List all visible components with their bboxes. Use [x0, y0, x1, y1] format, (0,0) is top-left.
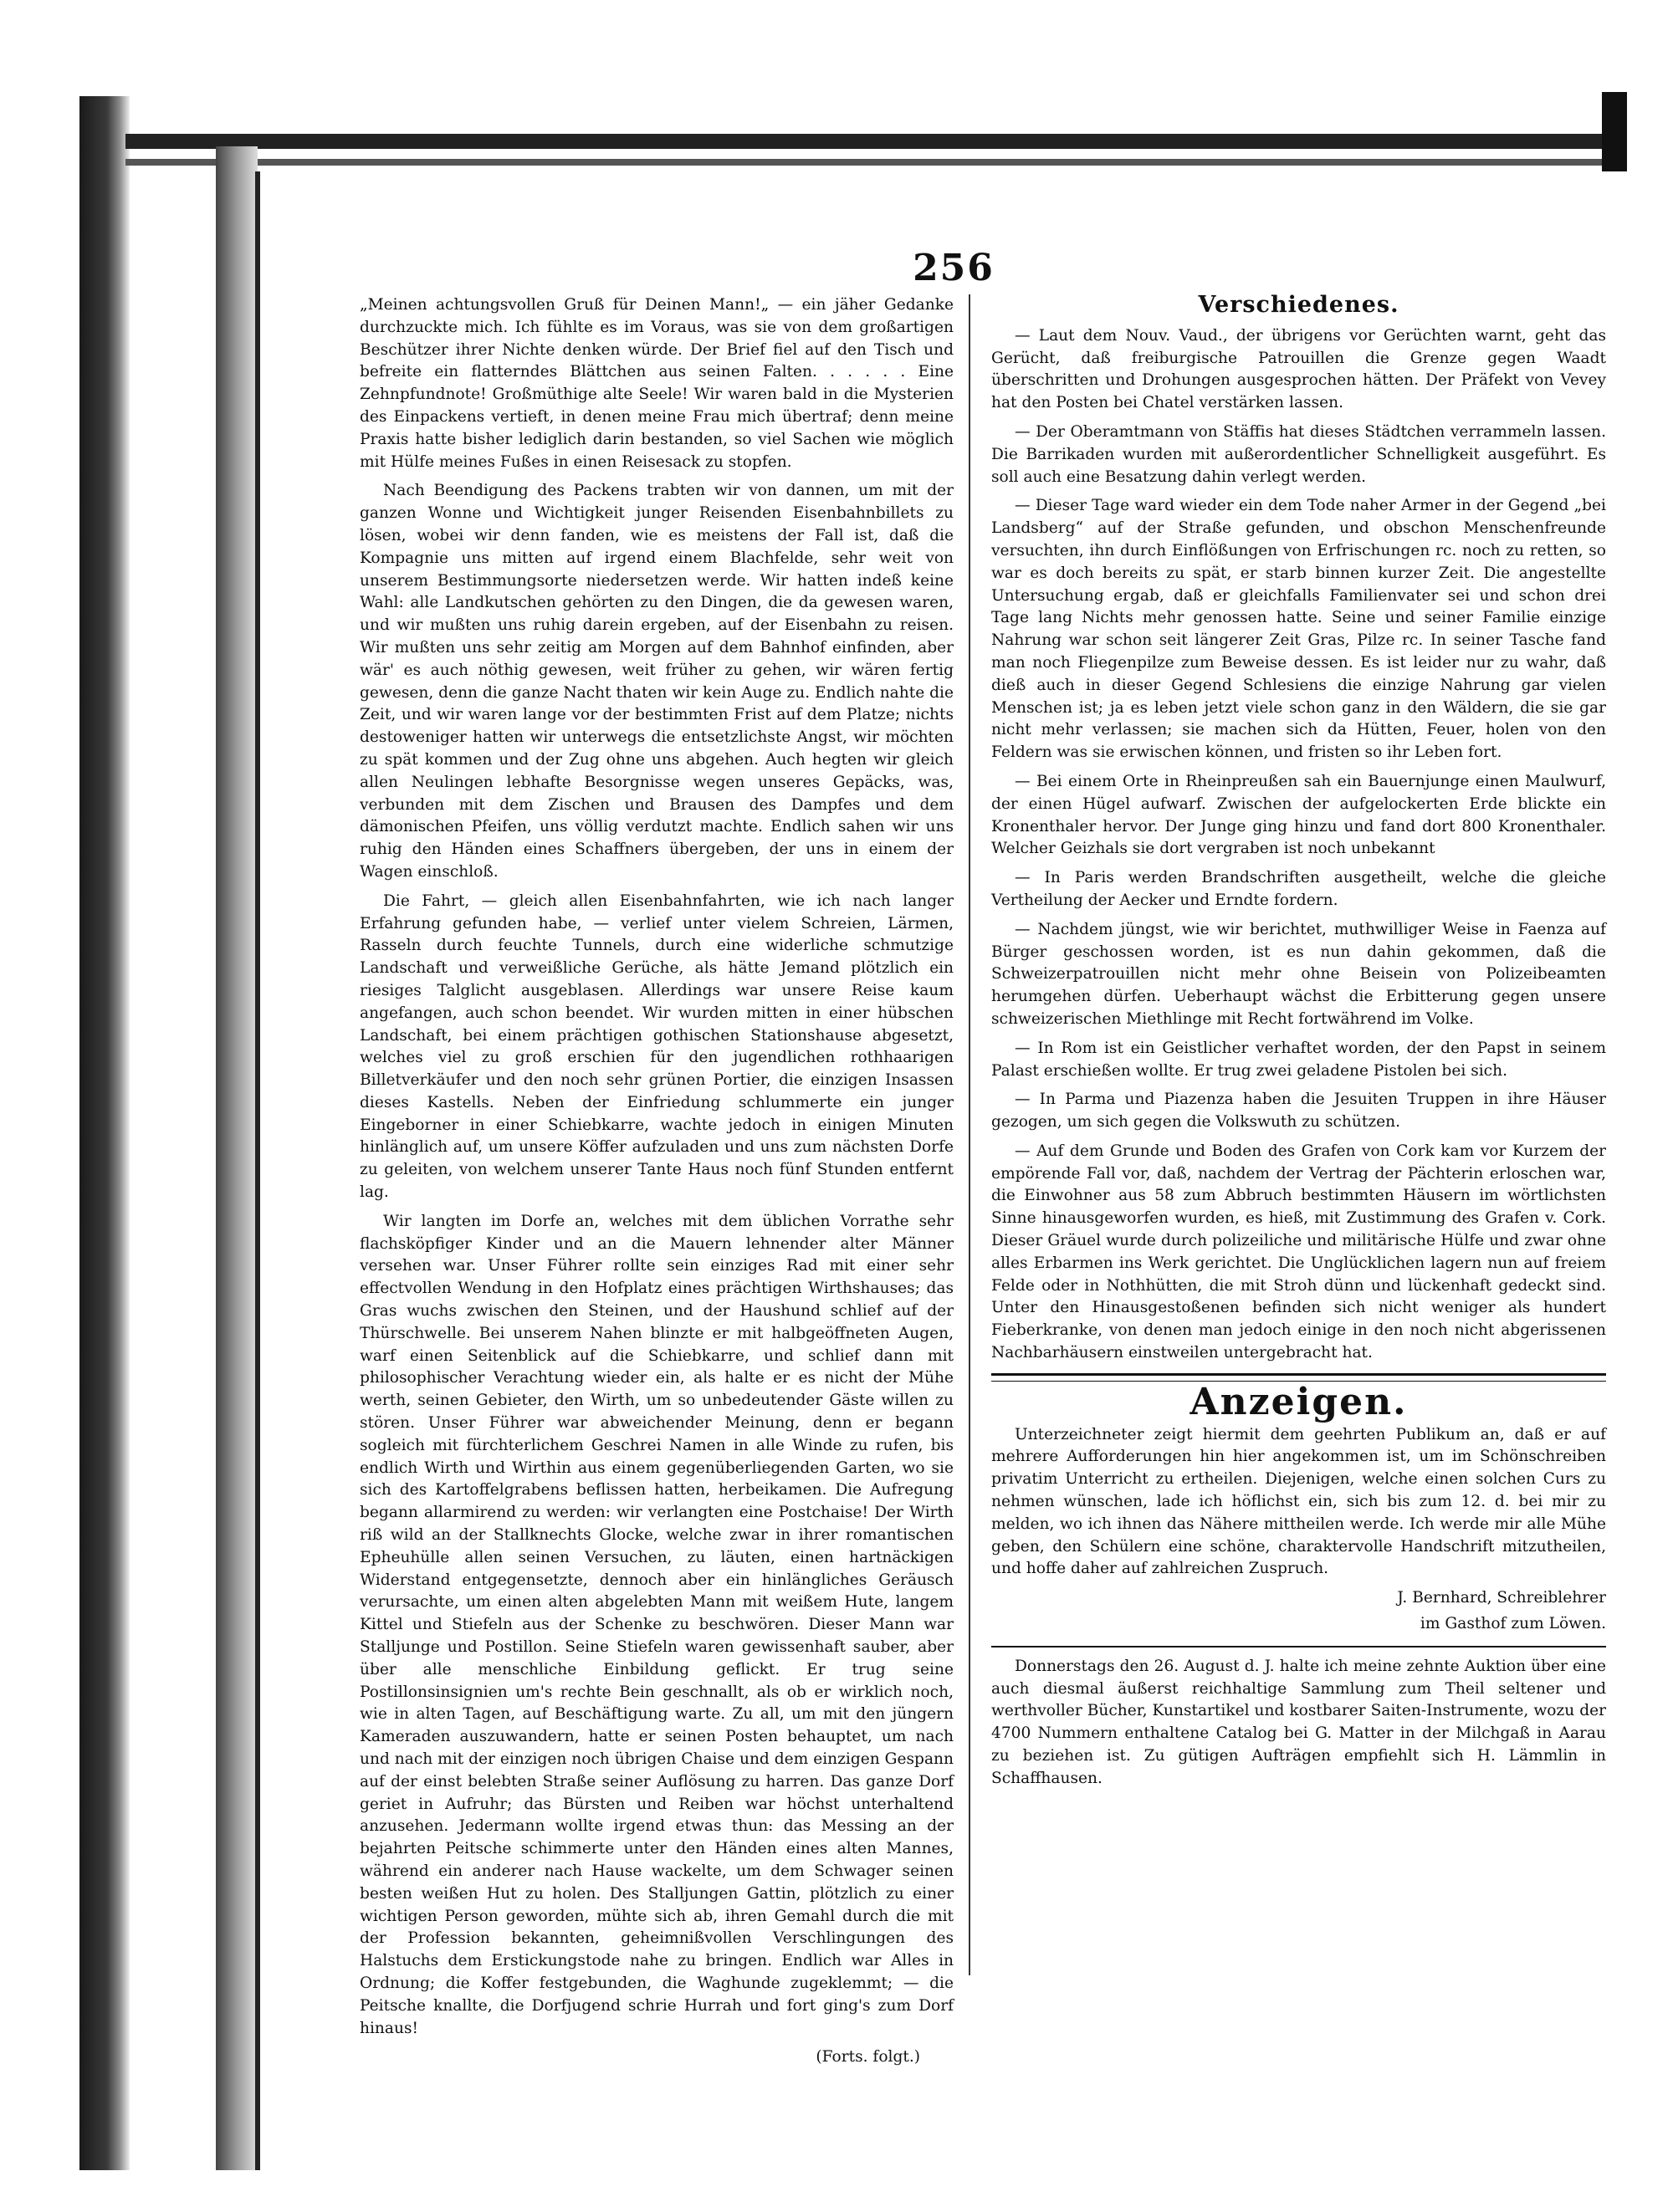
news-item: — Laut dem Nouv. Vaud., der übrigens vor Gerüchten warnt, geht das Gerücht, daß freiburgische Patrouillen die Grenze gegen Waadt überschritten und Drohungen ausgesprochen hätten. Der Präfekt von Vevey hat den Posten bei Chatel verstärken lassen.: [991, 326, 1606, 412]
news-item: — In Paris werden Brandschriften ausgetheilt, welche die gleiche Vertheilung der Aecker und Erndte fordern.: [991, 869, 1606, 909]
top-page-edge: [125, 134, 1627, 149]
column-divider: [969, 294, 970, 1975]
story-paragraph: „Meinen achtungsvollen Gruß für Deinen Mann!„ — ein jäher Gedanke durchzuckte mich. Ich fühlte es im Voraus, was sie von dem großartigen Beschützer ihrer Nichte denken würde. Der Brief fiel auf den Tisch und befreite ein flatterndes Blättchen aus seinen Falten. . . . . . Eine Zehnpfundnote! Großmüthige alte Seele! Wir waren bald in die Mysterien des Einpackens vertieft, in denen meine Frau mich übertraf; denn meine Praxis hatte bisher lediglich darin bestanden, so viel Sachen wie möglich mit Hülfe meines Fußes in einen Reisesack zu stopfen.: [360, 296, 954, 471]
advertisement-signature: J. Bernhard, Schreiblehrer: [1397, 1589, 1606, 1607]
story-paragraph: Die Fahrt, — gleich allen Eisenbahnfahrten, wie ich nach langer Erfahrung gefunden habe, — verlief unter vielem Schreien, Lärmen, Rasseln durch feuchte Tunnels, durch eine widerliche schmutzige Landschaft und verweißliche Gerüche, als hätte Jemand plötzlich ein riesiges Talglicht ausgeblasen. Allerdings war unsere Reise kaum angefangen, auch schon beendet. Wir wurden mitten in einer hübschen Landschaft, bei einem prächtigen gothischen Stationshause abgesetzt, welches viel zu groß erschien für den jugendlichen rothhaarigen Billetverkäufer und den noch sehr grünen Portier, die einzigen Insassen dieses Kastells. Neben der Einfriedung schlummerte ein junger Eingeborner in einer Schiebkarre, wachte jedoch in einigen Minuten hinlänglich auf, um unsere Köffer aufzuladen und uns zum nächsten Dorfe zu geleiten, von welchem unserer Tante Haus noch fünf Stunden entfernt lag.: [360, 891, 954, 1202]
news-item: — Auf dem Grunde und Boden des Grafen von Cork kam vor Kurzem der empörende Fall vor, daß, nachdem der Vertrag der Pächterin erloschen war, die Einwohner aus 58 zum Abbruch bestimmten Häusern im wörtlichsten Sinne hinausgeworfen wurden, es hieß, mit Zustimmung des Grafen v. Cork. Dieser Gräuel wurde durch polizeiliche und militärische Hülfe und zwar ohne alles Erbarmen ins Werk gerichtet. Die Unglücklichen lagern nun auf freiem Felde oder in Nothhütten, die mit Stroh dünn und lückenhaft gedeckt sind. Unter den Hinausgestoßenen befinden sich nicht weniger als hundert Fieberkranke, von denen man jedoch einige in den noch nicht abgerissenen Nachbarhäusern einstweilen untergebracht hat.: [991, 1142, 1606, 1362]
news-item: — In Parma und Piazenza haben die Jesuiten Truppen in ihre Häuser gezogen, um sich gegen die Volkswuth zu schützen.: [991, 1091, 1606, 1132]
page-stack-edge: [216, 146, 258, 2170]
story-paragraph: Wir langten im Dorfe an, welches mit dem üblichen Vorrathe sehr flachsköpfiger Kinder und an die Mauern lehnender alter Männer versehen war. Unser Führer rollte sein einziges Rad mit einer sehr effectvollen Wendung in den Hofplatz eines prächtigen Wirthshauses; das Gras wuchs zwischen den Steinen, und der Haushund schlief auf der Thürschwelle. Bei unserem Nahen blinzte er mit halbgeöffneten Augen, warf einen Seitenblick auf die Schiebkarre, und schlief dann mit philosophischer Verachtung wieder ein, als halte er es nicht der Mühe werth, seinen Gebieter, den Wirth, um so unbedeutender Gäste willen zu stören. Unser Führer war abweichender Meinung, denn er begann sogleich mit fürchterlichem Geschrei Namen in alle Winde zu rufen, bis endlich Wirth und Wirthin aus einem gegenüberliegenden Garten, wo sie sich des Kartoffelgrabens beflissen hatten, herbeikamen. Die Aufregung begann allarmirend zu werden: wir verlangten eine Postchaise! Der Wirth riß wild an der Stallknechts Glocke, welche zwar in ihrer romantischen Epheuhülle allen seinen Versuchen, zu läuten, einen hartnäckigen Widerstand entgegensetzte, dennoch aber ein hinlängliches Geräusch verursachte, um einen alten abgelebten Mann mit weißem Hute, langem Kittel und Stiefeln aus der Schenke zu beschwören. Dieser Mann war Stalljunge und Postillon. Seine Stiefeln waren gewissenhaft sauber, aber über alle menschliche Einbildung geflickt. Er trug seine Postillonsinsignien um's rechte Bein geschnallt, als ob er wirklich noch, wie in alten Tagen, auf Beschäftigung warte. Zu all, um mit den jüngern Kameraden auszuwandern, hatte er seinen Posten behauptet, um nach und nach mit der einzigen noch übrigen Chaise und dem einzigen Gespann auf der einst belebten Straße seiner Auflösung zu harren. Das ganze Dorf geriet in Aufruhr; das Bürsten und Reiben war höchst unterhaltend anzusehen. Jedermann wollte irgend etwas thun: das Messing an der bejahrten Peitsche schimmerte unter den Händen eines alten Mannes, während ein anderer nach Hause wackelte, um dem Schwager seinen besten weißen Hut zu holen. Des Stalljungen Gattin, plötzlich zu einer wichtigen Person geworden, mühte sich ab, ihren Gemahl durch die mit der Profession bekannten, geheimnißvollen Verschlingungen des Halstuchs dem Erstickungstode nahe zu bringen. Endlich war Alles in Ordnung; die Koffer festgebunden, die Waghunde zugeklemmt; — die Peitsche knallte, die Dorfjugend schrie Hurrah und fort ging's zum Dorf hinaus!: [360, 1212, 954, 2037]
page-number: 256: [913, 247, 995, 289]
right-column-news: [991, 294, 1606, 1797]
story-paragraph: Nach Beendigung des Packens trabten wir von dannen, um mit der ganzen Wonne und Wichtigkeit junger Reisenden Eisenbahnbillets zu lösen, wobei wir denn fanden, wie es meistens der Fall ist, daß die Kompagnie uns mitten auf irgend einem Blachfelde, sehr weit von unserem Bestimmungsorte niedersetzen werde. Wir hatten indeß keine Wahl: alle Landkutschen gehörten zu den Dingen, die da gewesen waren, und wir mußten uns ruhig darein ergeben, auf der Eisenbahn zu reisen. Wir mußten uns sehr zeitig am Morgen auf dem Bahnhof einfinden, aber wär' es auch nöthig gewesen, weit früher zu gehen, wir wären fertig gewesen, denn die ganze Nacht thaten wir kein Auge zu. Endlich nahte die Zeit, und wir waren lange vor der bestimmten Frist auf dem Platze; nichts destoweniger hatten wir unterwegs die entsetzlichste Angst, wir möchten zu spät kommen und der Zug ohne uns abgehen. Auch hegten wir gleich allen Neulingen lebhafte Besorgnisse wegen unseres Gepäcks, was, verbunden mit dem Zischen und Brausen des Dampfes und dem dämonischen Pfeifen, uns völlig verdutzt machte. Endlich sahen wir uns ruhig den Händen eines Schaffners übergeben, der uns in einem der Wagen einschloß.: [360, 482, 954, 881]
news-item: — Bei einem Orte in Rheinpreußen sah ein Bauernjunge einen Maulwurf, der einen Hügel aufwarf. Zwischen der aufgelockerten Erde blickte ein Kronenthaler hervor. Der Junge ging hinzu und fand dort 800 Kronenthaler. Welcher Geizhals sie dort vergraben ist noch unbekannt: [991, 772, 1606, 858]
advertisement-text: Unterzeichneter zeigt hiermit dem geehrten Publikum an, daß er auf mehrere Aufforderungen hin hier angekommen ist, um im Schönschreiben privatim Unterricht zu ertheilen. Diejenigen, welche einen solchen Curs zu nehmen wünschen, lade ich höflichst ein, sich bis zum 12. d. bei mir zu melden, wo ich ihnen das Nähere mittheilen werde. Ich werde mir alle Mühe geben, den Schülern eine schöne, charaktervolle Handschrift mitzutheilen, und hoffe daher auf zahlreichen Zuspruch.: [991, 1425, 1606, 1578]
advertisement-text: Donnerstags den 26. August d. J. halte ich meine zehnte Auktion über eine auch diesmal äußerst reichhaltige Sammlung zum Theil seltener und werthvoller Bücher, Kunstartikel und kostbarer Saiten-Instrumente, wozu der 4700 Nummern enthaltene Catalog bei G. Matter in der Milchgaß in Aarau zu beziehen ist. Zu gütigen Aufträgen empfiehlt sich H. Lämmlin in Schaffhausen.: [991, 1657, 1606, 1787]
news-item: — Nachdem jüngst, wie wir berichtet, muthwilliger Weise in Faenza auf Bürger geschossen worden, ist es nun dahin gekommen, daß die Schweizerpatrouillen nicht mehr ohne Beisein von Polizeibeamten herumgehen dürfen. Ueberhaupt wächst die Erbitterung gegen unsere schweizerischen Miethlinge mit Recht fortwährend im Volke.: [991, 920, 1606, 1028]
news-item: — Dieser Tage ward wieder ein dem Tode naher Armer in der Gegend „bei Landsberg“ auf der Straße gefunden, und obschon Menschenfreunde versuchten, ihn durch Einflößungen von Erfrischungen rc. noch zu retten, so war es doch bereits zu spät, er starb binnen kurzer Zeit. Die angestellte Untersuchung ergab, daß er gleichfalls Familienvater sei und schon drei Tage lang Nichts mehr genossen hatte. Seine und seiner Familie einzige Nahrung war schon seit längerer Zeit Gras, Pilze rc. In seiner Tasche fand man noch Fliegenpilze zum Beweise dessen. Es ist leider nur zu wahr, daß dieß auch in dieser Gegend Schlesiens die einzige Nahrung gar vielen Menschen ist; ja es leben jetzt viele schon ganz in den Wäldern, die sie gar nicht mehr verlassen; sie machen sich da Hütten, Feuer, holen von den Feldern was sie erwischen können, und fristen so ihr Leben fort.: [991, 497, 1606, 762]
section-title-verschiedenes: Verschiedenes.: [1198, 292, 1399, 318]
news-item: — In Rom ist ein Geistlicher verhaftet worden, der den Papst in seinem Palast erschießen wollte. Er trug zwei geladene Pistolen bei sich.: [991, 1039, 1606, 1080]
advertisement-signature-place: im Gasthof zum Löwen.: [1420, 1615, 1606, 1633]
binding-shadow: [79, 96, 130, 2170]
advertisement-rule: [991, 1646, 1606, 1648]
page-rim-line: [255, 171, 260, 2170]
continuation-note: (Forts. folgt.): [816, 2048, 920, 2066]
top-page-edge-inner: [125, 159, 1627, 166]
section-title-anzeigen: Anzeigen.: [1190, 1380, 1408, 1423]
news-item: — Der Oberamtmann von Stäffis hat dieses Städtchen verrammeln lassen. Die Barrikaden wurden mit außerordentlicher Schnelligkeit ausgeführt. Es soll auch eine Besatzung dahin verlegt werden.: [991, 422, 1606, 486]
right-corner-shadow: [1602, 92, 1627, 171]
left-column-story: [360, 294, 954, 2069]
